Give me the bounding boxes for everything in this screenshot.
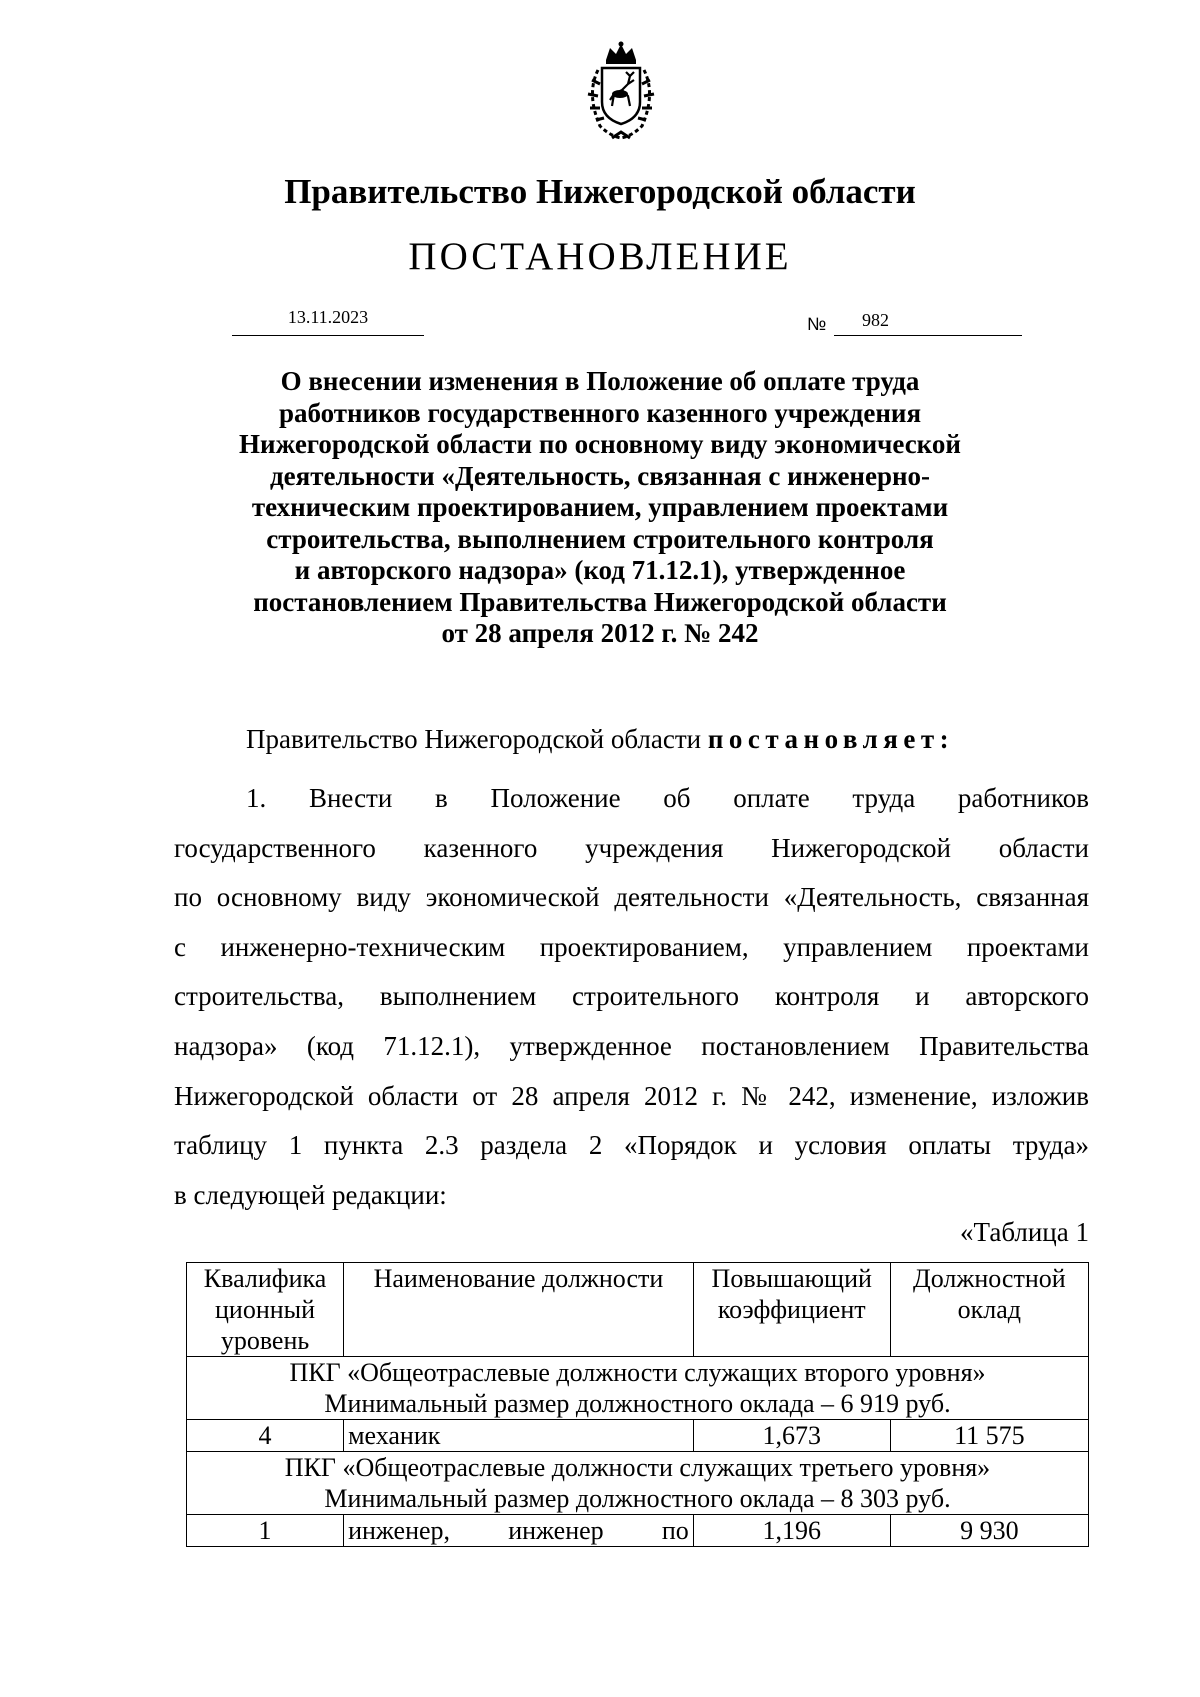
header-level: Квалифика ционный уровень (187, 1263, 344, 1357)
table-row (187, 1515, 1089, 1547)
group-title: ПКГ «Общеотраслевые должности служащих второго уровня» (289, 1358, 986, 1387)
table-caption: «Таблица 1 (960, 1217, 1089, 1247)
subject-line: работников государственного казенного учреждения (278, 397, 922, 428)
header-coefficient: Повышающий коэффициент (693, 1263, 890, 1357)
cell-level: 4 (187, 1420, 344, 1452)
paragraph-line: по основному виду экономической деятельности «Деятельность, связанная (174, 882, 1089, 913)
paragraph-1 (174, 774, 1089, 1220)
document-number: 982 (862, 310, 889, 330)
paragraph-line: Нижегородской области от 28 апреля 2012 г. № 242, изменение, изложив (174, 1080, 1089, 1111)
coat-of-arms-icon (578, 40, 664, 144)
cell-level: 1 (187, 1515, 344, 1547)
cell-position: инженер, инженер по (344, 1515, 694, 1547)
subject-line: деятельности «Деятельность, связанная с инженерно- (269, 460, 931, 491)
subject-line: Нижегородской области по основному виду экономической (239, 429, 961, 459)
document-type: ПОСТАНОВЛЕНИЕ (408, 235, 792, 278)
cell-position: механик (344, 1420, 694, 1452)
paragraph-line: таблицу 1 пункта 2.3 раздела 2 «Порядок и условия оплаты труда» (174, 1130, 1089, 1161)
group-cell (187, 1452, 1089, 1515)
intro-text: Правительство Нижегородской области (246, 724, 708, 754)
subject-line: О внесении изменения в Положение об оплате труда (280, 366, 920, 396)
group-row (187, 1452, 1089, 1515)
paragraph-line: в следующей редакции: (174, 1179, 447, 1210)
salary-table (186, 1262, 1089, 1547)
paragraph-line: 1. Внести в Положение об оплате труда работников (246, 783, 1089, 813)
paragraph-line: надзора» (код 71.12.1), утвержденное постановлением Правительства (174, 1030, 1089, 1061)
government-title: Правительство Нижегородской области (284, 172, 916, 211)
intro-bold: постановляет: (707, 724, 955, 754)
cell-salary: 11 575 (890, 1420, 1088, 1452)
subject-line: строительства, выполнением строительного контроля (266, 523, 934, 554)
document-number-field (834, 307, 1022, 336)
subject-line: техническим проектированием, управлением проектами (251, 492, 949, 522)
subject-line: и авторского надзора» (код 71.12.1), утвержденное (294, 555, 906, 585)
cell-salary: 9 930 (890, 1515, 1088, 1547)
paragraph-line: с инженерно-техническим проектированием, управлением проектами (174, 931, 1089, 962)
subject-line: от 28 апреля 2012 г. № 242 (441, 618, 759, 648)
paragraph-line: государственного казенного учреждения Нижегородской области (174, 832, 1089, 863)
table-header-row (187, 1263, 1089, 1357)
group-row (187, 1357, 1089, 1420)
header-salary: Должностной оклад (890, 1263, 1088, 1357)
group-title: ПКГ «Общеотраслевые должности служащих третьего уровня» (284, 1453, 991, 1482)
header-position: Наименование должности (344, 1263, 694, 1357)
cell-coefficient: 1,673 (693, 1420, 890, 1452)
group-min-salary: Минимальный размер должностного оклада – 8 303 руб. (324, 1484, 951, 1513)
number-label: № (807, 314, 827, 334)
document-subject (150, 366, 1050, 650)
group-min-salary: Минимальный размер должностного оклада – 6 919 руб. (324, 1389, 951, 1418)
cell-coefficient: 1,196 (693, 1515, 890, 1547)
subject-line: постановлением Правительства Нижегородской области (253, 586, 947, 617)
document-date: 13.11.2023 (232, 307, 424, 336)
paragraph-line: строительства, выполнением строительного контроля и авторского (174, 981, 1089, 1012)
table-row (187, 1420, 1089, 1452)
resolution-intro (246, 724, 954, 755)
group-cell (187, 1357, 1089, 1420)
